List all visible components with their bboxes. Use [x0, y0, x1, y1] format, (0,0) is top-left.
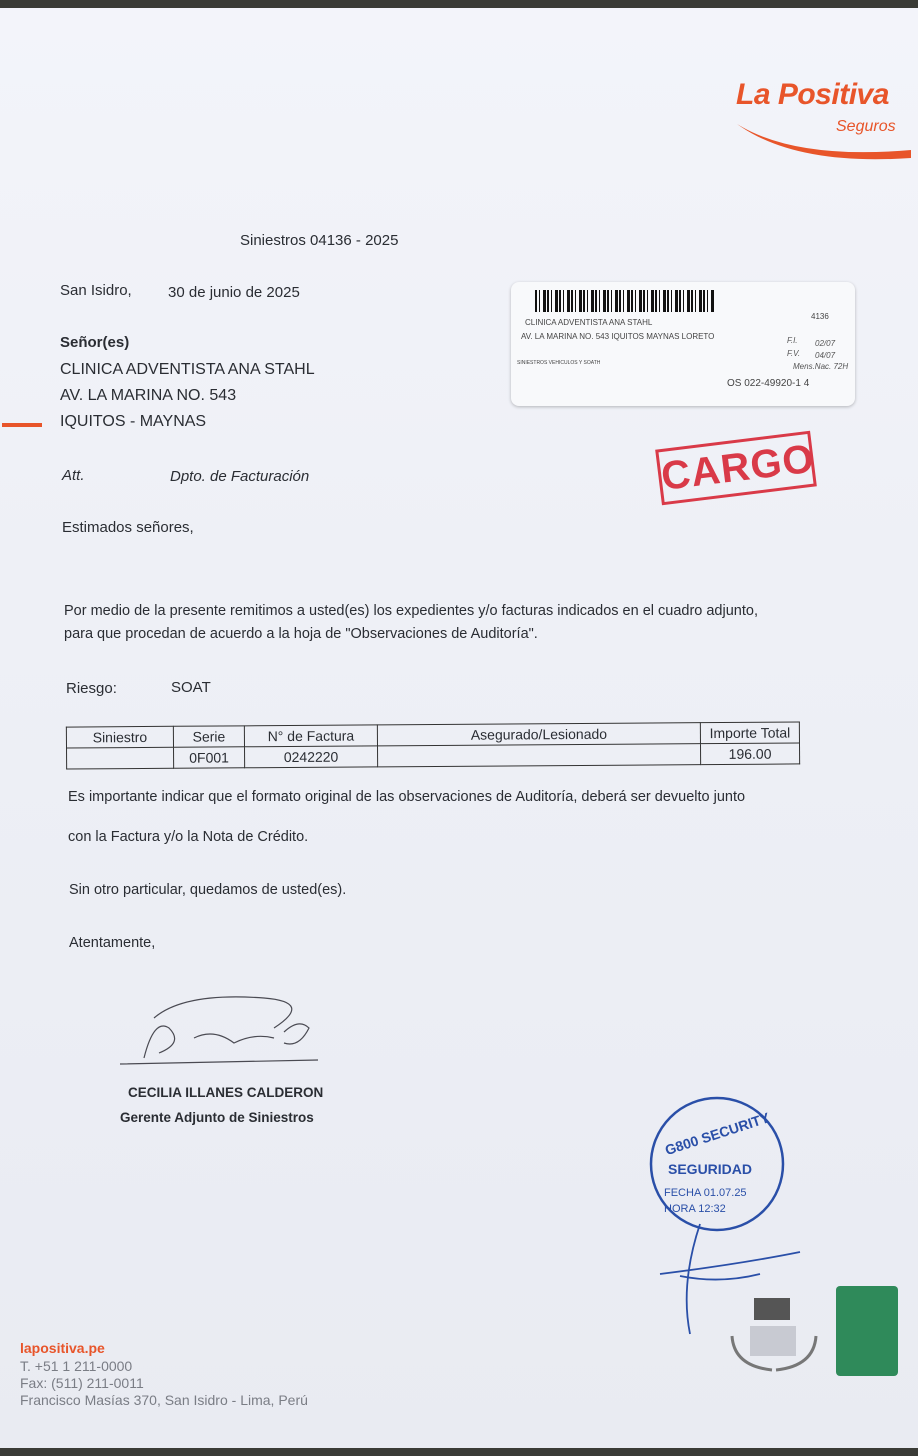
label-fi-label: F.I.: [787, 336, 798, 345]
greeting: Estimados señores,: [62, 519, 194, 536]
mail-label-sticker: [511, 282, 855, 406]
cell-asegurado: [378, 744, 701, 767]
label-line1: CLINICA ADVENTISTA ANA STAHL: [525, 318, 653, 327]
recipient-address: AV. LA MARINA NO. 543: [60, 387, 237, 404]
cell-serie: 0F001: [174, 747, 245, 768]
label-small: SINIESTROS VEHICULOS Y SOATH: [517, 360, 601, 366]
carbon-footprint-logo: [836, 1286, 898, 1376]
place: San Isidro,: [60, 282, 132, 299]
label-id: 4136: [811, 312, 829, 321]
body-line1: Por medio de la presente remitimos a usted(es) los expedientes y/o facturas indicados en el cuadro adjunto,: [64, 603, 758, 619]
svg-text:SEGURIDAD: SEGURIDAD: [668, 1161, 753, 1177]
farewell: Atentamente,: [69, 935, 156, 951]
label-line2: AV. LA MARINA NO. 543 IQUITOS MAYNAS LORETO: [521, 332, 715, 341]
footer-website: lapositiva.pe: [20, 1340, 105, 1356]
label-os: OS 022-49920-1 4: [727, 378, 810, 389]
att-label: Att.: [62, 467, 85, 484]
cell-importe: 196.00: [700, 743, 799, 765]
handwritten-signature: [114, 988, 324, 1078]
closing: Sin otro particular, quedamos de usted(es).: [69, 882, 347, 898]
note-line2: con la Factura y/o la Nota de Crédito.: [68, 829, 309, 845]
barcode: [535, 290, 715, 312]
letter-page: [0, 8, 918, 1448]
svg-text:G800 SECURITY: G800 SECURITY: [662, 1109, 772, 1159]
svg-text:HORA 12:32: HORA 12:32: [664, 1203, 726, 1215]
recipient-city: IQUITOS - MAYNAS: [60, 413, 207, 430]
recipient-name: CLINICA ADVENTISTA ANA STAHL: [60, 361, 315, 378]
risk-value: SOAT: [171, 679, 211, 696]
header-factura: N° de Factura: [244, 725, 377, 747]
header-siniestro: Siniestro: [66, 726, 173, 748]
svg-text:FECHA 01.07.25: FECHA 01.07.25: [664, 1187, 747, 1199]
note-line1: Es importante indicar que el formato original de las observaciones de Auditoría, deberá ser devuelto junto: [68, 789, 746, 805]
cell-siniestro: [67, 747, 174, 769]
reference-number: Siniestros 04136 - 2025: [240, 232, 399, 249]
att-value: Dpto. de Facturación: [170, 468, 310, 485]
table-row: [67, 743, 800, 769]
recipient-heading: Señor(es): [60, 334, 130, 351]
label-fv-value: 04/07: [815, 351, 836, 360]
cell-factura: 0242220: [245, 746, 378, 768]
award-badge-icon: [724, 1296, 824, 1376]
signer-role: Gerente Adjunto de Siniestros: [120, 1110, 314, 1125]
risk-label: Riesgo:: [66, 680, 117, 697]
header-serie: Serie: [173, 726, 244, 747]
body-line2: para que procedan de acuerdo a la hoja de "Observaciones de Auditoría".: [64, 626, 538, 642]
footer-fax: Fax: (511) 211-0011: [20, 1375, 144, 1391]
company-logo: La Positiva: [736, 78, 889, 111]
invoice-table: [66, 721, 800, 769]
fold-mark: [2, 423, 42, 427]
header-importe: Importe Total: [700, 722, 799, 744]
label-mens: Mens.Nac. 72H: [793, 362, 849, 371]
cargo-stamp: CARGO: [655, 431, 817, 506]
footer-address: Francisco Masías 370, San Isidro - Lima, Perú: [20, 1392, 308, 1408]
label-fv-label: F.V.: [787, 349, 801, 358]
label-fi-value: 02/07: [815, 339, 836, 348]
footer-phone: T. +51 1 211-0000: [20, 1358, 133, 1374]
header-asegurado: Asegurado/Lesionado: [377, 723, 700, 746]
letter-date: 30 de junio de 2025: [168, 284, 300, 301]
signer-name: CECILIA ILLANES CALDERON: [128, 1085, 324, 1100]
company-logo-subtitle: Seguros: [836, 118, 896, 135]
